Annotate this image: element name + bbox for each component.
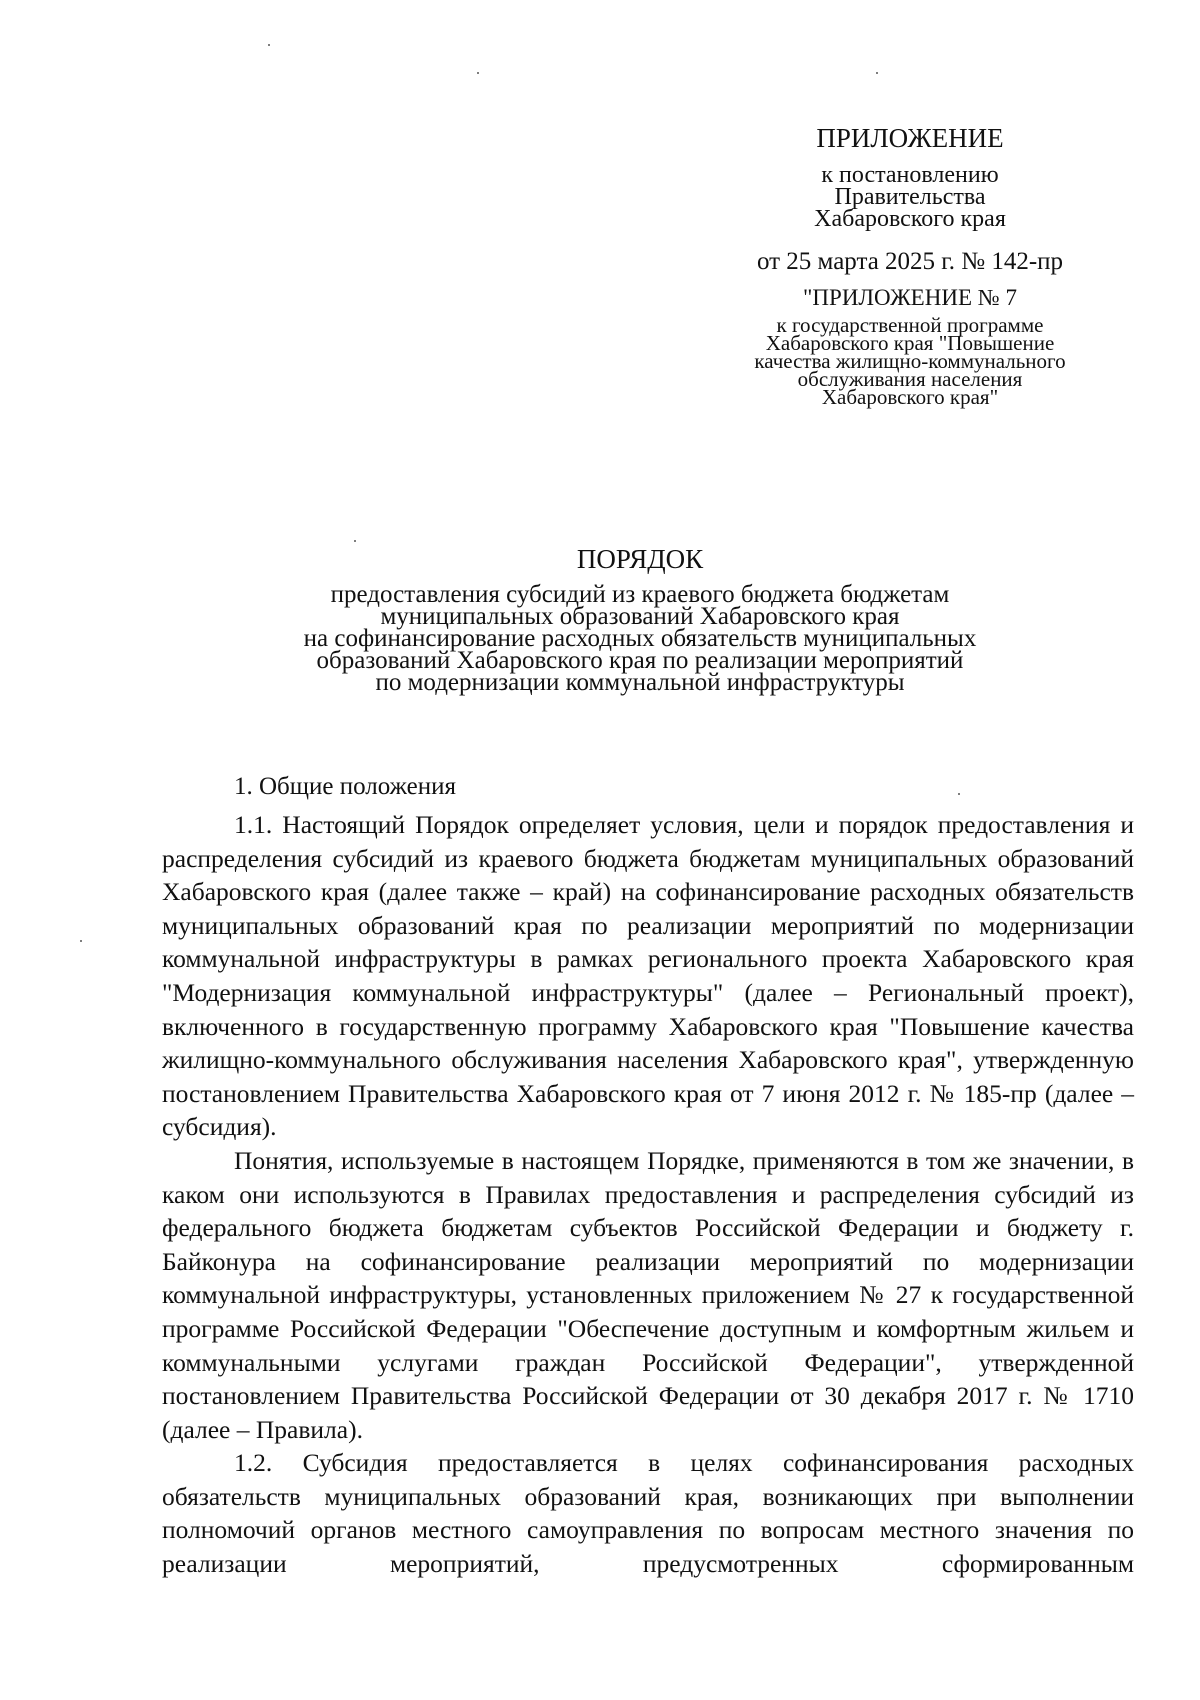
to-decree-line: Хабаровского края: [814, 206, 1006, 232]
scan-speck: [268, 44, 270, 46]
appendix7-lines: [700, 313, 1120, 409]
subtitle-line: по модернизации коммунальной инфраструктуры: [375, 669, 905, 696]
appendix7-line: Хабаровского края "Повышение: [765, 331, 1055, 355]
appendix7-line: обслуживания населения: [797, 367, 1023, 391]
subtitle-line: предоставления субсидий из краевого бюджета бюджетам: [330, 581, 950, 608]
paragraph: 1.2. Субсидия предоставляется в целях софинансирования расходных обязательств муниципальных образований края, возникающих при выполнении полномочий органов местного самоуправления по вопросам местного значения по реализации мероприятий, предусмотренных сформированным: [162, 1448, 1134, 1579]
scan-speck: [80, 940, 82, 942]
paragraph: Понятия, используемые в настоящем Порядке, применяются в том же значении, в каком они используются в Правилах предоставления и распределения субсидий из федерального бюджета бюджетам субъектов Российской Федерации и бюджету г. Байконура на софинансирование реализации мероприятий по модернизации коммунальной инфраструктуры, установленных приложением № 27 к государственной программе Российской Федерации "Обеспечение доступным и комфортным жильем и коммунальными услугами граждан Российской Федерации", утвержденной постановлением Правительства Российской Федерации от 30 декабря 2017 г. № 1710 (далее – Правила).: [162, 1145, 1134, 1444]
scan-speck: [477, 72, 479, 74]
subtitle-line: муниципальных образований Хабаровского края: [380, 603, 900, 630]
appendix7-line: качества жилищно-коммунального: [754, 349, 1066, 373]
subtitle-line: образований Хабаровского края по реализации мероприятий: [316, 647, 964, 674]
document-subtitle: [0, 581, 1200, 696]
to-decree-line: к постановлению: [821, 162, 999, 188]
appendix-title: ПРИЛОЖЕНИЕ: [816, 123, 1004, 153]
scan-speck: [876, 72, 878, 74]
to-decree-lines: [700, 164, 1120, 230]
section-heading: 1. Общие положения: [234, 773, 456, 800]
appendix7-line: к государственной программе: [776, 313, 1044, 337]
document-title: ПОРЯДОК: [576, 544, 704, 574]
appendix7-line: Хабаровского края": [821, 385, 999, 409]
to-decree-line: Правительства: [834, 184, 986, 210]
decree-date: от 25 марта 2025 г. № 142-пр: [756, 248, 1064, 275]
subtitle-line: на софинансирование расходных обязательств муниципальных: [303, 625, 977, 652]
paragraph: 1.1. Настоящий Порядок определяет условия, цели и порядок предоставления и распределения субсидий из краевого бюджета бюджетам муниципальных образований Хабаровского края (далее также – край) на софинансирование расходных обязательств муниципальных образований края по реализации мероприятий по модернизации коммунальной инфраструктуры в рамках регионального проекта Хабаровского края "Модернизация коммунальной инфраструктуры" (далее – Региональный проект), включенного в государственную программу Хабаровского края "Повышение качества жилищно-коммунального обслуживания населения Хабаровского края", утвержденную постановлением Правительства Хабаровского края от 7 июня 2012 г. № 185-пр (далее – субсидия).: [162, 810, 1134, 1142]
scan-speck: [958, 793, 960, 795]
appendix7-title: "ПРИЛОЖЕНИЕ № 7: [803, 285, 1017, 310]
scan-speck: [354, 540, 356, 542]
section-body: [162, 808, 1134, 1581]
